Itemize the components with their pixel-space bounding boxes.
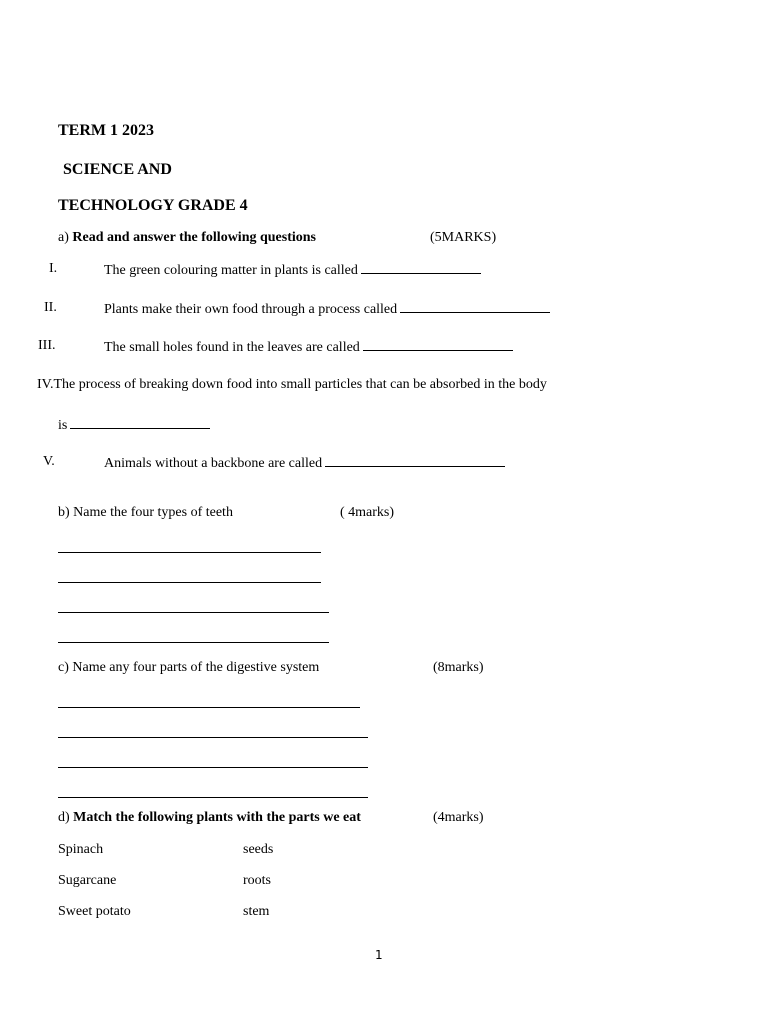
subject-title-line2: TECHNOLOGY GRADE 4	[58, 197, 248, 214]
term-title: TERM 1 2023	[58, 122, 154, 139]
plant-part-item[interactable]: seeds	[243, 842, 274, 857]
answer-line[interactable]	[58, 767, 368, 768]
plant-item[interactable]: Sugarcane	[58, 873, 117, 888]
section-c-heading: c) Name any four parts of the digestive system	[58, 660, 320, 675]
answer-blank[interactable]	[70, 416, 210, 429]
question-number: V.	[43, 454, 55, 469]
page-number: 1	[375, 948, 383, 962]
question-text: The small holes found in the leaves are called	[104, 338, 513, 356]
answer-blank[interactable]	[400, 300, 550, 313]
question-continuation: is	[58, 416, 210, 434]
section-b-heading: b) Name the four types of teeth	[58, 505, 233, 520]
question-text: IV.The process of breaking down food into small particles that can be absorbed in the body	[37, 377, 547, 392]
answer-line[interactable]	[58, 612, 329, 613]
plant-part-item[interactable]: stem	[243, 904, 270, 919]
answer-line[interactable]	[58, 797, 368, 798]
answer-line[interactable]	[58, 642, 329, 643]
section-a-marks: (5MARKS)	[430, 230, 497, 245]
section-d-heading: d) Match the following plants with the parts we eat	[58, 810, 361, 825]
plant-item[interactable]: Sweet potato	[58, 904, 131, 919]
answer-line[interactable]	[58, 552, 321, 553]
question-number: III.	[38, 338, 56, 353]
question-text: Plants make their own food through a process called	[104, 300, 550, 318]
answer-line[interactable]	[58, 737, 368, 738]
plant-part-item[interactable]: roots	[243, 873, 271, 888]
subject-title-line1: SCIENCE AND	[63, 161, 172, 178]
question-number: II.	[44, 300, 57, 315]
answer-blank[interactable]	[363, 338, 513, 351]
plant-item[interactable]: Spinach	[58, 842, 104, 857]
section-d-marks: (4marks)	[433, 810, 484, 825]
section-b-marks: ( 4marks)	[340, 505, 395, 520]
question-number: I.	[49, 261, 58, 276]
answer-blank[interactable]	[325, 454, 505, 467]
question-text: The green colouring matter in plants is called	[104, 261, 481, 279]
answer-line[interactable]	[58, 707, 360, 708]
question-text: Animals without a backbone are called	[104, 454, 505, 472]
answer-line[interactable]	[58, 582, 321, 583]
answer-blank[interactable]	[361, 261, 481, 274]
section-a-heading: a) Read and answer the following questions	[58, 230, 317, 245]
section-c-marks: (8marks)	[433, 660, 484, 675]
